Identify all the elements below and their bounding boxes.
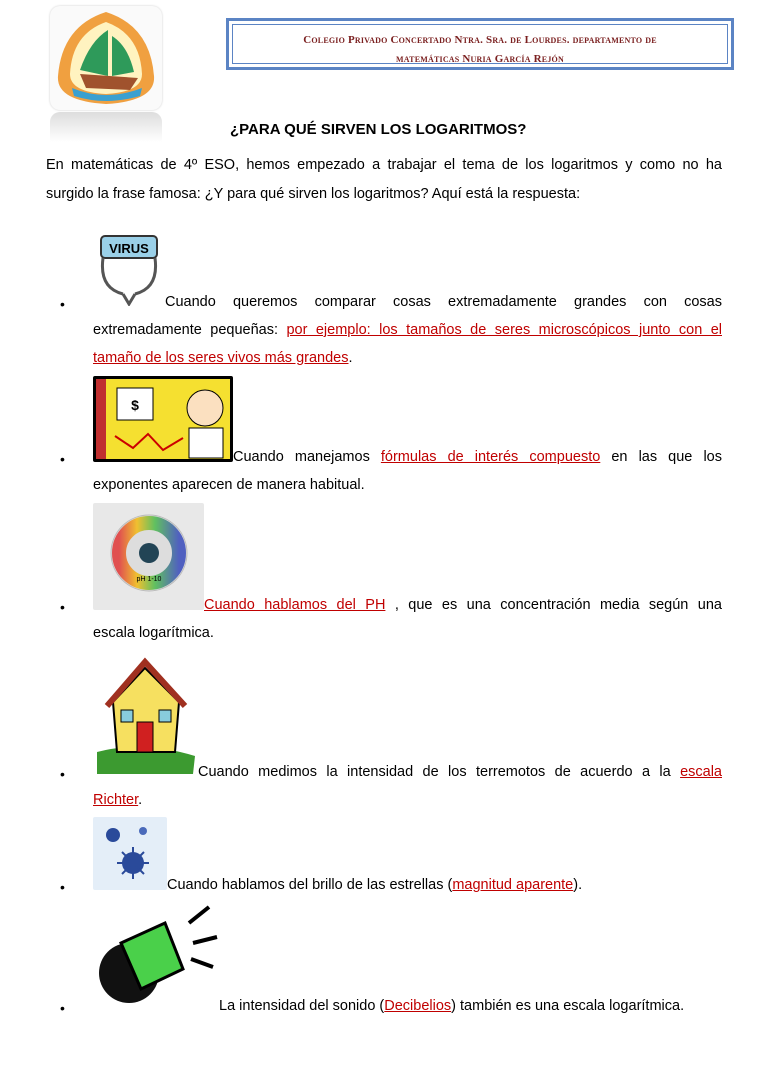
link-ph[interactable]: Cuando hablamos del PH [204,597,386,613]
bullet: • [60,451,65,467]
item-1-line-2 [93,322,722,338]
item-3-line-1 [204,597,722,613]
virus-icon [93,228,165,306]
page-title: ¿PARA QUÉ SIRVEN LOS LOGARITMOS? [230,121,527,138]
link-compound-interest[interactable]: fórmulas de interés compuesto [380,449,601,465]
period: . [348,350,353,366]
svg-text:$: $ [131,397,139,413]
item-2-line-2: exponentes aparecen de manera habitual. [93,477,365,493]
item-1-line-1: Cuando queremos comparar cosas extremadamente grandes con cosas [165,294,722,310]
svg-text:pH 1-10: pH 1-10 [136,576,162,583]
bullet: • [60,1000,65,1016]
ph-scale-icon [93,503,204,610]
item-6-line-1 [219,998,684,1014]
item-3-text: , que es una concentración media según una [385,597,722,613]
item-2-line-1 [233,449,722,465]
header-school: Colegio Privado Concertado Ntra. Sra. de Lourdes. departamento de [303,34,657,46]
link-richter[interactable]: Richter [93,792,139,808]
bullet: • [60,296,65,312]
item-6-text-2: ) también es una escala logarítmica. [451,998,685,1014]
bullet: • [60,766,65,782]
link-largest-beings[interactable]: tamaño de los seres vivos más grandes [93,350,349,366]
logo-reflection [50,112,162,142]
item-2-text-2: en las que los [600,449,722,465]
link-richter-scale[interactable]: escala [680,764,722,780]
item-2-text: Cuando manejamos [233,449,381,465]
header-box [226,18,734,70]
item-5-text-2: ). [573,877,583,893]
item-6-text: La intensidad del sonido ( [219,998,385,1014]
intro-line-1: En matemáticas de 4º ESO, hemos empezado a trabajar el tema de los logaritmos y como no ha [46,157,722,173]
link-decibels[interactable]: Decibelios [384,998,452,1014]
stars-icon [93,817,167,890]
school-logo [50,6,162,110]
earthquake-house-icon [93,652,198,775]
bullet: • [60,879,65,895]
svg-text:VIRUS: VIRUS [109,241,149,256]
item-4-text: Cuando medimos la intensidad de los terremotos de acuerdo a la [198,764,681,780]
speaker-icon [93,903,220,1010]
item-1-line-3 [93,350,722,366]
period: . [138,792,143,808]
bullet: • [60,599,65,615]
bank-interest-icon [93,376,233,462]
intro-line-2: surgido la frase famosa: ¿Y para qué sirven los logaritmos? Aquí está la respuesta: [46,186,581,202]
link-microscopic-sizes[interactable]: por ejemplo: los tamaños de seres microscópicos junto con el [286,322,722,338]
item-4-line-2 [93,792,722,808]
item-5-text: Cuando hablamos del brillo de las estrellas ( [167,877,453,893]
item-3-line-2: escala logarítmica. [93,625,214,641]
link-apparent-magnitude[interactable]: magnitud aparente [452,877,574,893]
header-dept: matemáticas Nuria García Rejón [396,53,564,65]
item-5-line-1 [167,877,582,893]
item-4-line-1 [198,764,722,780]
item-1-text: extremadamente pequeñas: [93,322,287,338]
